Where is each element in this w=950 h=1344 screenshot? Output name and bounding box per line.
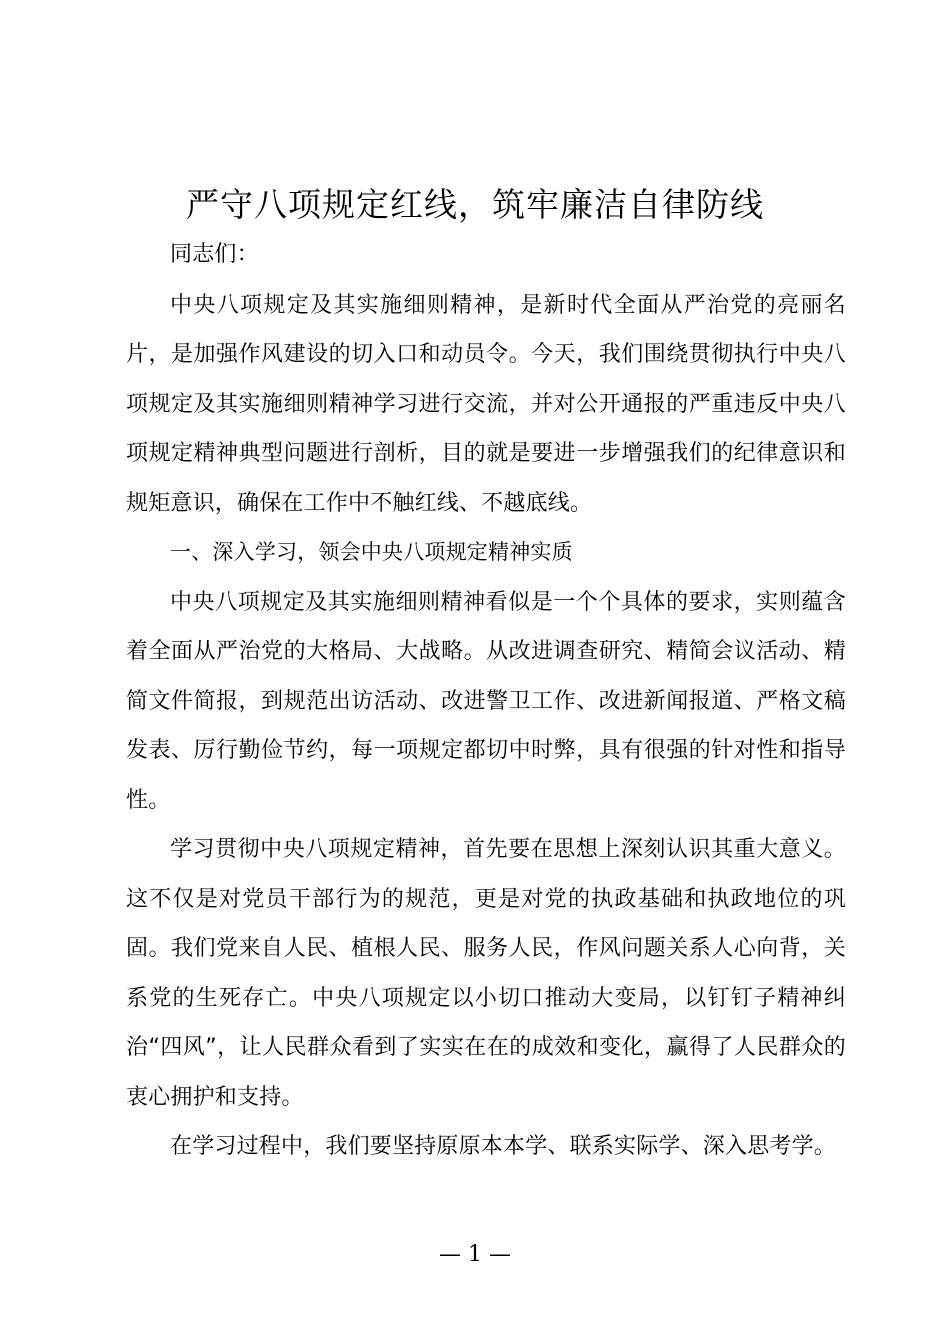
document-title: 严守八项规定红线，筑牢廉洁自律防线 xyxy=(186,185,764,224)
document-body xyxy=(126,230,846,1172)
section-heading-1: 一、深入学习，领会中央八项规定精神实质 xyxy=(170,540,573,564)
paragraph-section1-1: 中央八项规定及其实施细则精神看似是一个个具体的要求，实则蕴含着全面从严治党的大格局、大战略。从改进调查研究、精简会议活动、精简文件简报，到规范出访活动、改进警卫工作、改进新闻报道、严格文稿发表、厉行勤俭节约，每一项规定都切中时弊，具有很强的针对性和指导性。 xyxy=(126,589,846,813)
salutation: 同志们： xyxy=(170,242,259,267)
paragraph-intro: 中央八项规定及其实施细则精神，是新时代全面从严治党的亮丽名片，是加强作风建设的切入口和动员令。今天，我们围绕贯彻执行中央八项规定及其实施细则精神学习进行交流，并对公开通报的严重违反中央八项规定精神典型问题进行剖析，目的就是要进一步增强我们的纪律意识和规矩意识，确保在工作中不触红线、不越底线。 xyxy=(126,292,846,516)
paragraph-section1-2: 学习贯彻中央八项规定精神，首先要在思想上深刻认识其重大意义。这不仅是对党员干部行为的规范，更是对党的执政基础和执政地位的巩固。我们党来自人民、植根人民、服务人民，作风问题关系人心向背，关系党的生死存亡。中央八项规定以小切口推动大变局，以钉钉子精神纠治“四风”，让人民群众看到了实实在在的成效和变化，赢得了人民群众的衷心拥护和支持。 xyxy=(126,837,846,1110)
page-number: — 1 — xyxy=(439,1242,511,1267)
paragraph-section1-3: 在学习过程中，我们要坚持原原本本学、联系实际学、深入思考学。 xyxy=(170,1134,837,1159)
